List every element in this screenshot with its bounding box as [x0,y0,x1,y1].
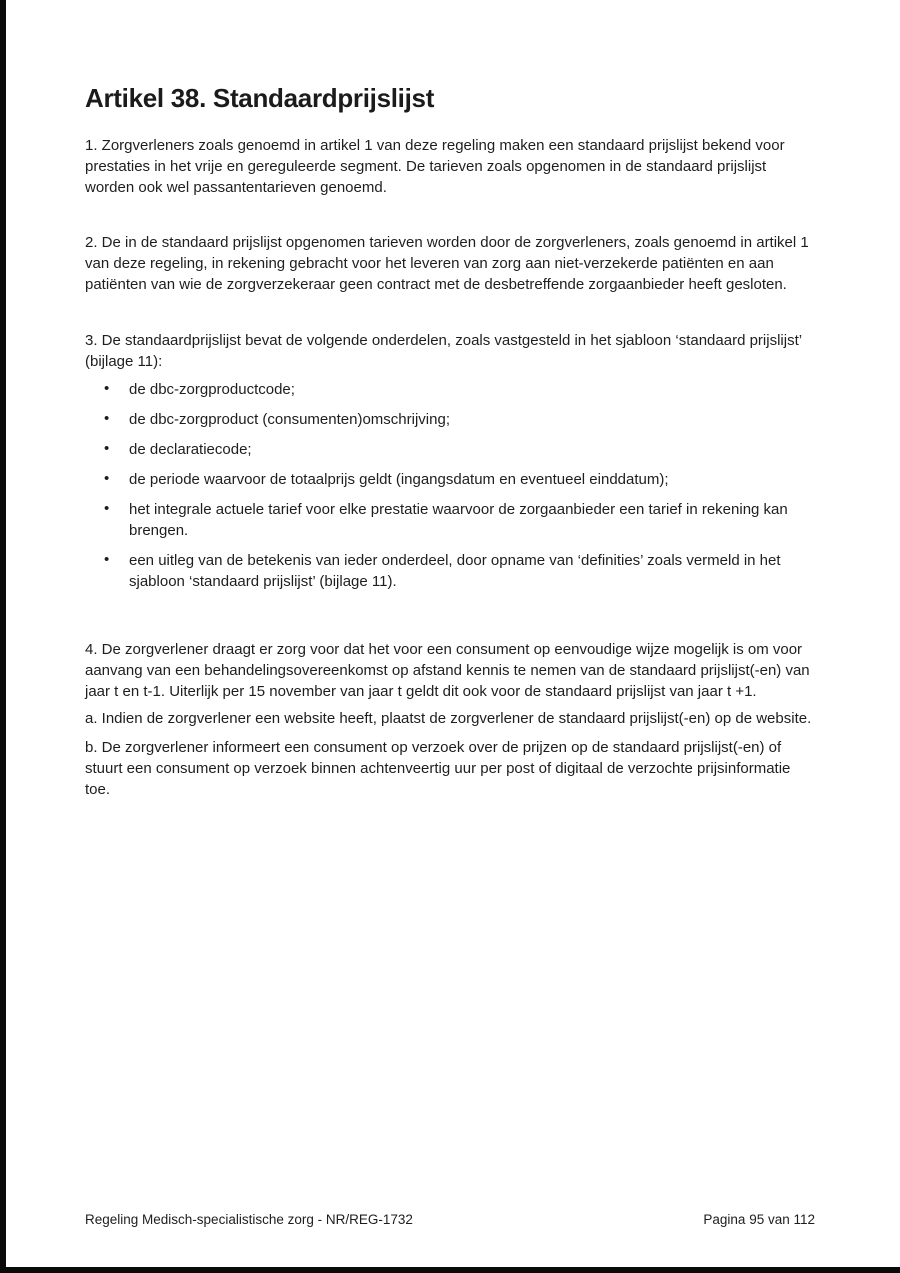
list-item-text: de dbc-zorgproductcode; [129,381,295,398]
paragraph-4b: b. De zorgverlener informeert een consument op verzoek over de prijzen op de standaard prijslijst(-en) of stuurt een consument op verzoek binnen achtenveertig uur per post of digitaal de verzochte prijsinformatie toe. [85,739,791,798]
page-edge-line-bottom [0,1267,900,1273]
list-item [85,469,818,490]
bullet-icon: • [104,410,110,427]
list-item-text: het integrale actuele tarief voor elke prestatie waarvoor de zorgaanbieder een tarief in rekening kan brengen. [129,501,788,539]
paragraph-4: 4. De zorgverlener draagt er zorg voor dat het voor een consument op eenvoudige wijze mogelijk is om voor aanvang van een behandelingsovereenkomst op afstand kennis te nemen van de standaard prijslijst(-en) van jaar t en t-1. Uiterlijk per 15 november van jaar t geldt dit ook voor de standaard prijslijst van jaar t +1. [85,641,810,700]
bullet-icon: • [104,500,110,517]
list-item-text: de periode waarvoor de totaalprijs geldt (ingangsdatum en eventueel einddatum); [129,471,669,488]
paragraph-2: 2. De in de standaard prijslijst opgenomen tarieven worden door de zorgverleners, zoals genoemd in artikel 1 van deze regeling, in rekening gebracht voor het leveren van zorg aan niet-verzekerde patiënten en aan patiënten van wie de zorgverzekeraar geen contract met de desbetreffende zorgaanbieder heeft gesloten. [85,234,809,293]
footer-page-number: Pagina 95 van 112 [703,1212,815,1227]
document-content [85,0,818,800]
page-edge-line-left [0,0,6,1273]
article-heading: Artikel 38. Standaardprijslijst [85,83,435,113]
bullet-icon: • [104,440,110,457]
bullet-icon: • [104,551,110,568]
page-footer [85,1211,815,1229]
paragraph-3-intro: 3. De standaardprijslijst bevat de volgende onderdelen, zoals vastgesteld in het sjabloon ‘standaard prijslijst’ (bijlage 11): [85,332,802,370]
components-bullet-list [85,379,818,592]
list-item [85,550,818,592]
list-item-text: de declaratiecode; [129,441,252,458]
list-item-text: de dbc-zorgproduct (consumenten)omschrijving; [129,411,450,428]
bullet-icon: • [104,380,110,397]
list-item [85,409,818,430]
list-item [85,499,818,541]
list-item [85,379,818,400]
paragraph-4a: a. Indien de zorgverlener een website heeft, plaatst de zorgverlener de standaard prijslijst(-en) op de website. [85,710,812,727]
paragraph-1: 1. Zorgverleners zoals genoemd in artikel 1 van deze regeling maken een standaard prijslijst bekend voor prestaties in het vrije en gereguleerde segment. De tarieven zoals opgenomen in de standaard prijslijst worden ook wel passantentarieven genoemd. [85,137,785,196]
bullet-icon: • [104,470,110,487]
list-item [85,439,818,460]
list-item-text: een uitleg van de betekenis van ieder onderdeel, door opname van ‘definities’ zoals vermeld in het sjabloon ‘standaard prijslijst’ (bijlage 11). [129,552,781,590]
footer-document-reference: Regeling Medisch-specialistische zorg - NR/REG-1732 [85,1212,413,1227]
